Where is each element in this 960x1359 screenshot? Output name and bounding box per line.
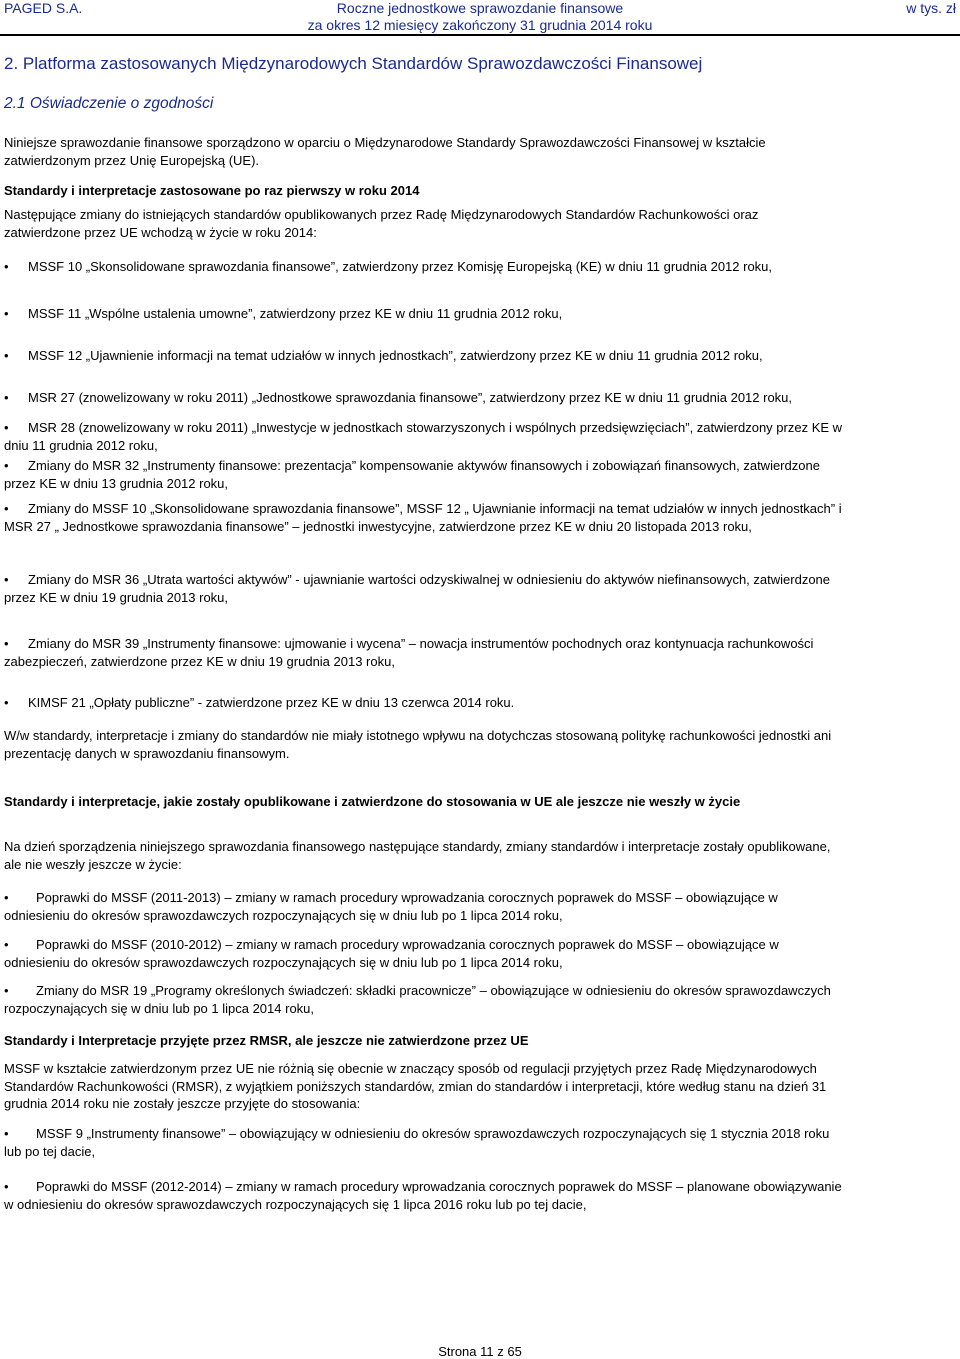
block3-intro: MSSF w kształcie zatwierdzonym przez UE nie różnią się obecnie w znaczący sposób od regulacji przyjętych przez Radę Międzynarodowych Standardów Rachunkowości (RMSR), z wyjątkiem poniższych standardów, zmian do standardów i interpretacji, które według stanu na dzień 31 grudnia 2014 roku nie zostały jeszcze przyjęte do stosowania: (4, 1061, 827, 1111)
currency-unit: w tys. zł (906, 0, 956, 16)
list-item: • Zmiany do MSR 36 „Utrata wartości aktywów” - ujawnianie wartości odzyskiwalnej w odniesieniu do aktywów niefinansowych, zatwierdzone przez KE w dniu 19 grudnia 2013 roku, (4, 572, 831, 605)
bullet-icon: • (4, 636, 9, 651)
list-item: • MSR 28 (znowelizowany w roku 2011) „Inwestycje w jednostkach stowarzyszonych i wspólnych przedsięwzięciach”, zatwierdzony przez KE w dniu 11 grudnia 2012 roku, (4, 420, 843, 453)
bullet-icon: • (4, 306, 9, 321)
list-item: • Zmiany do MSSF 10 „Skonsolidowane sprawozdania finansowe”, MSSF 12 „ Ujawnianie informacji na temat udziałów w innych jednostkach” i MSR 27 „ Jednostkowe sprawozdania finansowe” – jednostki inwestycyjne, zatwierdzone przez KE w dniu 20 listopada 2013 roku, (4, 501, 842, 534)
block1-intro: Następujące zmiany do istniejących standardów opublikowanych przez Radę Międzynarodowych Standardów Rachunkowości oraz zatwierdzone przez UE wchodzą w życie w roku 2014: (4, 207, 759, 240)
bullet-icon: • (4, 572, 9, 587)
bullet-icon: • (4, 983, 9, 998)
section-heading: 2. Platforma zastosowanych Międzynarodowych Standardów Sprawozdawczości Finansowej (4, 54, 703, 73)
list-item: • Poprawki do MSSF (2011-2013) – zmiany w ramach procedury wprowadzania corocznych poprawek do MSSF – obowiązujące w odniesieniu do okresów sprawozdawczych rozpoczynających się w dniu lub po 1 lipca 2014 roku, (4, 890, 778, 923)
block1-heading: Standardy i interpretacje zastosowane po raz pierwszy w roku 2014 (4, 183, 420, 198)
bullet-icon: • (4, 890, 9, 905)
bullet-icon: • (4, 1126, 9, 1141)
subsection-heading: 2.1 Oświadczenie o zgodności (4, 95, 214, 112)
block2-intro: Na dzień sporządzenia niniejszego sprawozdania finansowego następujące standardy, zmiany standardów i interpretacje zostały opublikowane, ale nie weszły jeszcze w życie: (4, 839, 831, 872)
list-item: • MSSF 12 „Ujawnienie informacji na temat udziałów w innych jednostkach”, zatwierdzony przez KE w dniu 11 grudnia 2012 roku, (4, 348, 763, 363)
bullet-icon: • (4, 937, 9, 952)
report-title-line2: za okres 12 miesięcy zakończony 31 grudnia 2014 roku (307, 17, 653, 33)
block1-conclusion: W/w standardy, interpretacje i zmiany do standardów nie miały istotnego wpływu na dotychczas stosowaną politykę rachunkowości jednostki ani prezentację danych w sprawozdaniu finansowym. (4, 728, 832, 761)
bullet-icon: • (4, 390, 9, 405)
company-name: PAGED S.A. (4, 0, 83, 16)
bullet-icon: • (4, 420, 9, 435)
page-number: Strona 11 z 65 (438, 1344, 522, 1359)
bullet-icon: • (4, 695, 9, 710)
block3-heading: Standardy i Interpretacje przyjęte przez RMSR, ale jeszcze nie zatwierdzone przez UE (4, 1033, 529, 1048)
list-item: • Poprawki do MSSF (2012-2014) – zmiany w ramach procedury wprowadzania corocznych poprawek do MSSF – planowane obowiązywanie w odniesieniu do okresów sprawozdawczych rozpoczynających się 1 lipca 2016 roku lub po tej dacie, (4, 1179, 842, 1212)
bullet-icon: • (4, 458, 9, 473)
bullet-icon: • (4, 501, 9, 516)
report-title (250, 0, 710, 34)
list-item: • KIMSF 21 „Opłaty publiczne” - zatwierdzone przez KE w dniu 13 czerwca 2014 roku. (4, 695, 515, 710)
bullet-icon: • (4, 348, 9, 363)
bullet-icon: • (4, 1179, 9, 1194)
compliance-statement: Niniejsze sprawozdanie finansowe sporządzono w oparciu o Międzynarodowe Standardy Sprawozdawczości Finansowej w kształcie zatwierdzonym przez Unię Europejską (UE). (4, 135, 766, 168)
list-item: • Zmiany do MSR 39 „Instrumenty finansowe: ujmowanie i wycena” – nowacja instrumentów pochodnych oraz kontynuacja rachunkowości zabezpieczeń, zatwierdzone przez KE w dniu 19 grudnia 2013 roku, (4, 636, 814, 669)
list-item: • MSSF 11 „Wspólne ustalenia umowne”, zatwierdzony przez KE w dniu 11 grudnia 2012 roku, (4, 306, 563, 321)
page-header (0, 0, 960, 36)
block2-heading: Standardy i interpretacje, jakie zostały opublikowane i zatwierdzone do stosowania w UE ale jeszcze nie weszły w życie (4, 794, 741, 809)
bullet-icon: • (4, 259, 9, 274)
list-item: • MSSF 10 „Skonsolidowane sprawozdania finansowe”, zatwierdzony przez Komisję Europejską (KE) w dniu 11 grudnia 2012 roku, (4, 259, 773, 274)
list-item: • MSSF 9 „Instrumenty finansowe” – obowiązujący w odniesieniu do okresów sprawozdawczych rozpoczynających się 1 stycznia 2018 roku lub po tej dacie, (4, 1126, 830, 1159)
list-item: • MSR 27 (znowelizowany w roku 2011) „Jednostkowe sprawozdania finansowe”, zatwierdzony przez KE w dniu 11 grudnia 2012 roku, (4, 390, 793, 405)
list-item: • Poprawki do MSSF (2010-2012) – zmiany w ramach procedury wprowadzania corocznych poprawek do MSSF – obowiązujące w odniesieniu do okresów sprawozdawczych rozpoczynających się w dniu lub po 1 lipca 2014 roku, (4, 937, 779, 970)
report-title-line1: Roczne jednostkowe sprawozdanie finansowe (336, 0, 624, 16)
list-item: • Zmiany do MSR 32 „Instrumenty finansowe: prezentacja” kompensowanie aktywów finansowych i zobowiązań finansowych, zatwierdzone przez KE w dniu 13 grudnia 2012 roku, (4, 458, 820, 491)
list-item: • Zmiany do MSR 19 „Programy określonych świadczeń: składki pracownicze” – obowiązujące w odniesieniu do okresów sprawozdawczych rozpoczynających się w dniu lub po 1 lipca 2014 roku, (4, 983, 831, 1016)
